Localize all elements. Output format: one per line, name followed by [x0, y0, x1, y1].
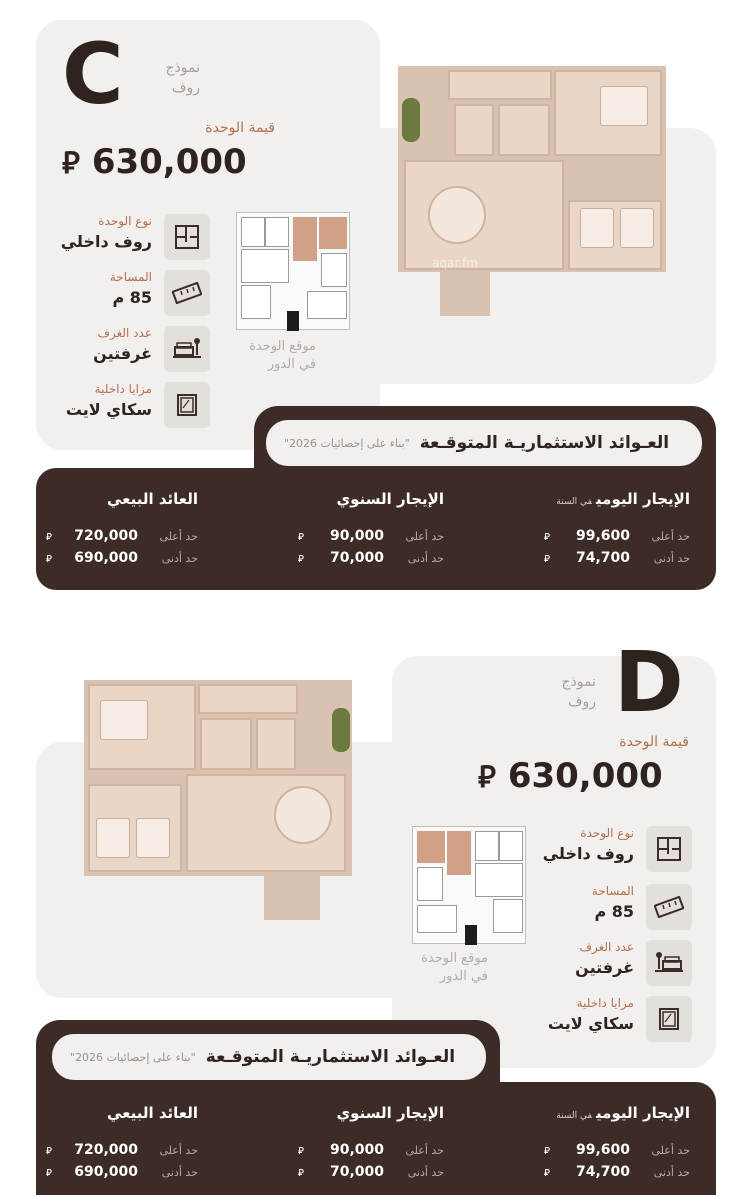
unit-d-col-annual-title: الإيجار السنوي: [336, 1104, 444, 1122]
unit-c-floorplan-extension: [440, 272, 490, 316]
unit-d-returns-title: العـوائد الاستثماريـة المتوقـعة: [205, 1047, 456, 1067]
unit-d-returns-subtitle: "بناء على إحصائيات 2026": [70, 1050, 196, 1064]
spec-label: عدد الغرف: [97, 326, 152, 340]
riyal-icon: ⃁: [478, 760, 496, 795]
unit-d-sale-min: حد أدنى 690,000 ⃁: [46, 1164, 198, 1180]
riyal-icon: ⃁: [62, 146, 80, 181]
unit-d-price: ⃁ 630,000: [478, 756, 663, 796]
riyal-icon: ⃁: [544, 554, 550, 565]
riyal-icon: ⃁: [298, 1168, 304, 1179]
unit-d-annual-max: حد أعلى 90,000 ⃁: [298, 1142, 444, 1158]
unit-d-price-label: قيمة الوحدة: [619, 734, 689, 750]
unit-c-daily-max: حد أعلى 99,600 ⃁: [544, 528, 690, 544]
unit-c-annual-min: حد أدنى 70,000 ⃁: [298, 550, 444, 566]
riyal-icon: ⃁: [544, 1146, 550, 1157]
spec-value: روف داخلي: [60, 232, 152, 251]
floorplan-icon: [164, 214, 210, 260]
sofa-icon: [646, 940, 692, 986]
skylight-icon: [646, 996, 692, 1042]
riyal-icon: ⃁: [46, 554, 52, 565]
unit-c-col-sale-title: العائد البيعي: [106, 490, 198, 508]
unit-c-floor-location-plan: [236, 212, 350, 330]
unit-d-daily-min: حد أدنى 74,700 ⃁: [544, 1164, 690, 1180]
spec-label: المساحة: [109, 270, 152, 284]
riyal-icon: ⃁: [544, 532, 550, 543]
skylight-icon: [164, 382, 210, 428]
unit-d-annual-min: حد أدنى 70,000 ⃁: [298, 1164, 444, 1180]
ruler-icon: [164, 270, 210, 316]
unit-d-col-daily-title: الإيجار اليوميفي السنة: [556, 1104, 690, 1122]
unit-d-model-type: روف: [567, 694, 596, 710]
unit-c-returns-title-box: [266, 420, 702, 466]
unit-c-col-daily-title: الإيجار اليوميفي السنة: [556, 490, 690, 508]
spec-label: المساحة: [591, 884, 634, 898]
floorplan-icon: [646, 826, 692, 872]
spec-value: 85 م: [112, 288, 152, 307]
spec-value: روف داخلي: [542, 844, 634, 863]
unit-c-spec-rooms: [30, 324, 210, 376]
riyal-icon: ⃁: [298, 1146, 304, 1157]
unit-c-floorplan-image: [398, 66, 666, 272]
spec-label: نوع الوحدة: [98, 214, 152, 228]
unit-d-sale-max: حد أعلى 720,000 ⃁: [46, 1142, 198, 1158]
unit-c-sale-min: حد أدنى 690,000 ⃁: [46, 550, 198, 566]
plant-icon: [332, 708, 350, 752]
unit-c-returns-subtitle: "بناء على إحصائيات 2026": [284, 436, 410, 450]
spec-value: غرفتين: [575, 958, 634, 977]
unit-c-location-caption: موقع الوحدة في الدور: [249, 339, 316, 372]
unit-d-col-sale-title: العائد البيعي: [106, 1104, 198, 1122]
unit-c-spec-feature: [30, 380, 210, 432]
unit-d-daily-max: حد أعلى 99,600 ⃁: [544, 1142, 690, 1158]
unit-c-letter: C: [62, 25, 124, 123]
unit-d-floorplan-extension: [264, 876, 320, 920]
unit-c-price-label: قيمة الوحدة: [205, 120, 275, 136]
riyal-icon: ⃁: [46, 1168, 52, 1179]
spec-label: عدد الغرف: [579, 940, 634, 954]
spec-label: مزايا داخلية: [576, 996, 634, 1010]
spec-value: سكاي لايت: [65, 400, 152, 419]
unit-c-col-annual-title: الإيجار السنوي: [336, 490, 444, 508]
unit-c-model-label: [140, 58, 200, 98]
unit-c-spec-type: [30, 212, 210, 264]
unit-d-model-label: [536, 672, 596, 712]
unit-d-spec-rooms: [512, 938, 692, 990]
unit-c-annual-max: حد أعلى 90,000 ⃁: [298, 528, 444, 544]
unit-c-spec-area: [30, 268, 210, 320]
unit-d-spec-area: [512, 882, 692, 934]
unit-d-floor-location-plan: [412, 826, 526, 944]
riyal-icon: ⃁: [544, 1168, 550, 1179]
unit-c-returns-title: العـوائد الاستثماريـة المتوقـعة: [419, 433, 670, 453]
unit-d-floorplan-image: [84, 680, 352, 876]
spec-label: نوع الوحدة: [580, 826, 634, 840]
plant-icon: [402, 98, 420, 142]
unit-c-model-type: روف: [171, 80, 200, 96]
spec-value: غرفتين: [93, 344, 152, 363]
unit-d-letter: D: [614, 633, 684, 731]
unit-c-daily-min: حد أدنى 74,700 ⃁: [544, 550, 690, 566]
unit-d-model-word: نموذج: [561, 674, 596, 690]
unit-d-spec-type: [512, 824, 692, 876]
riyal-icon: ⃁: [46, 1146, 52, 1157]
riyal-icon: ⃁: [298, 532, 304, 543]
unit-c-watermark: aqar.fm: [432, 256, 478, 270]
ruler-icon: [646, 884, 692, 930]
spec-value: سكاي لايت: [547, 1014, 634, 1033]
unit-c-model-word: نموذج: [165, 60, 200, 76]
unit-c-price: ⃁ 630,000: [62, 142, 247, 182]
unit-c-sale-max: حد أعلى 720,000 ⃁: [46, 528, 198, 544]
unit-d-location-caption: موقع الوحدة في الدور: [421, 951, 488, 984]
unit-d-spec-feature: [512, 994, 692, 1046]
spec-label: مزايا داخلية: [94, 382, 152, 396]
spec-value: 85 م: [594, 902, 634, 921]
riyal-icon: ⃁: [46, 532, 52, 543]
unit-d-returns-title-box: [52, 1034, 486, 1080]
sofa-icon: [164, 326, 210, 372]
riyal-icon: ⃁: [298, 554, 304, 565]
